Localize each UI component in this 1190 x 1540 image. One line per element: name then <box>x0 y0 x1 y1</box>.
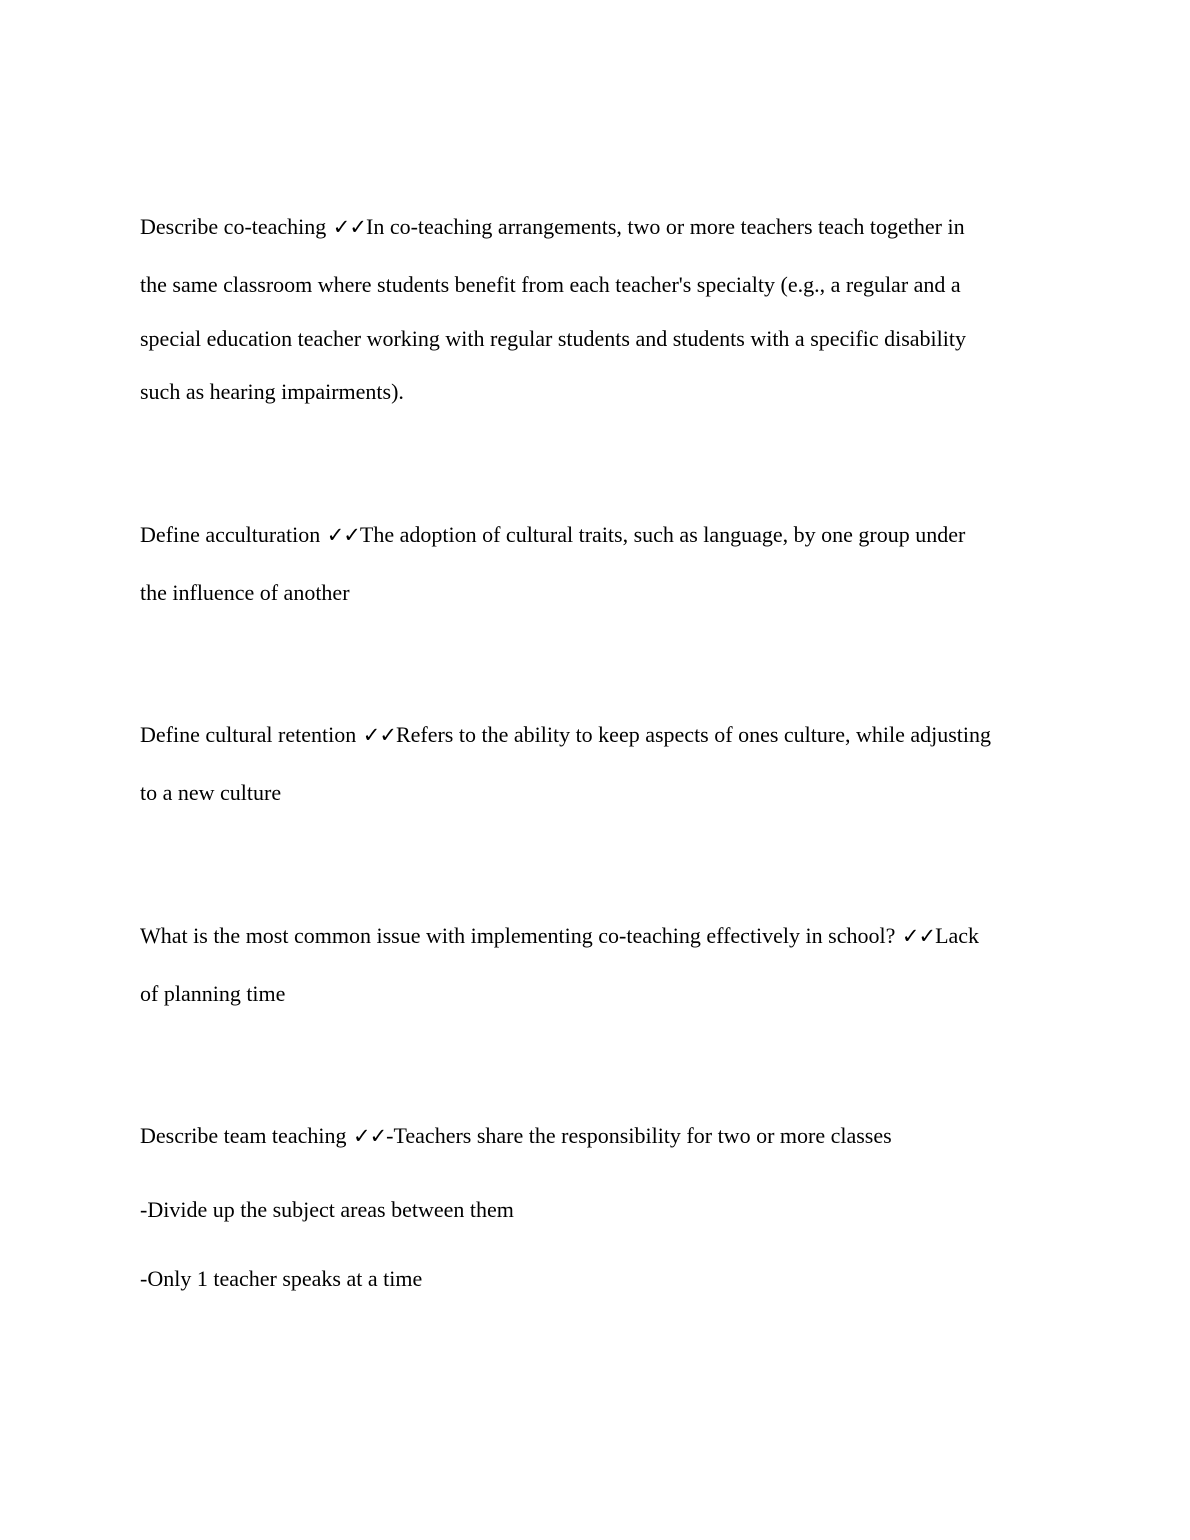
double-check-icon: ✓✓ <box>901 924 936 948</box>
answer-text: Refers to the ability to keep aspects of ones culture, while adjusting <box>395 722 992 747</box>
answer-line: -Divide up the subject areas between them <box>140 1197 514 1222</box>
question-text: Describe team teaching <box>140 1123 347 1148</box>
answer-text: In co-teaching arrangements, two or more teachers teach together in <box>366 214 965 239</box>
qa-line <box>140 214 965 240</box>
double-check-icon: ✓✓ <box>332 215 366 239</box>
answer-line: of planning time <box>140 981 286 1006</box>
answer-text: Lack <box>935 923 980 948</box>
double-check-icon: ✓✓ <box>326 523 360 547</box>
qa-line <box>140 522 965 548</box>
qa-line <box>140 722 991 748</box>
question-text: Describe co-teaching <box>140 214 327 239</box>
answer-line: the influence of another <box>140 580 350 605</box>
answer-line: the same classroom where students benefit from each teacher's specialty (e.g., a regular and a <box>140 272 961 297</box>
question-text: Define cultural retention <box>140 722 357 747</box>
qa-line <box>140 1123 892 1149</box>
qa-line <box>140 923 979 949</box>
answer-line: special education teacher working with regular students and students with a specific disability <box>140 326 966 351</box>
question-text: What is the most common issue with implementing co-teaching effectively in school? <box>140 923 896 948</box>
answer-line: to a new culture <box>140 780 282 805</box>
answer-text: The adoption of cultural traits, such as language, by one group under <box>359 522 966 547</box>
double-check-icon: ✓✓ <box>352 1124 387 1148</box>
question-text: Define acculturation <box>140 522 321 547</box>
answer-line: such as hearing impairments). <box>140 379 404 404</box>
double-check-icon: ✓✓ <box>362 723 396 747</box>
answer-line: -Only 1 teacher speaks at a time <box>140 1266 423 1291</box>
answer-text: -Teachers share the responsibility for two or more classes <box>386 1123 892 1148</box>
